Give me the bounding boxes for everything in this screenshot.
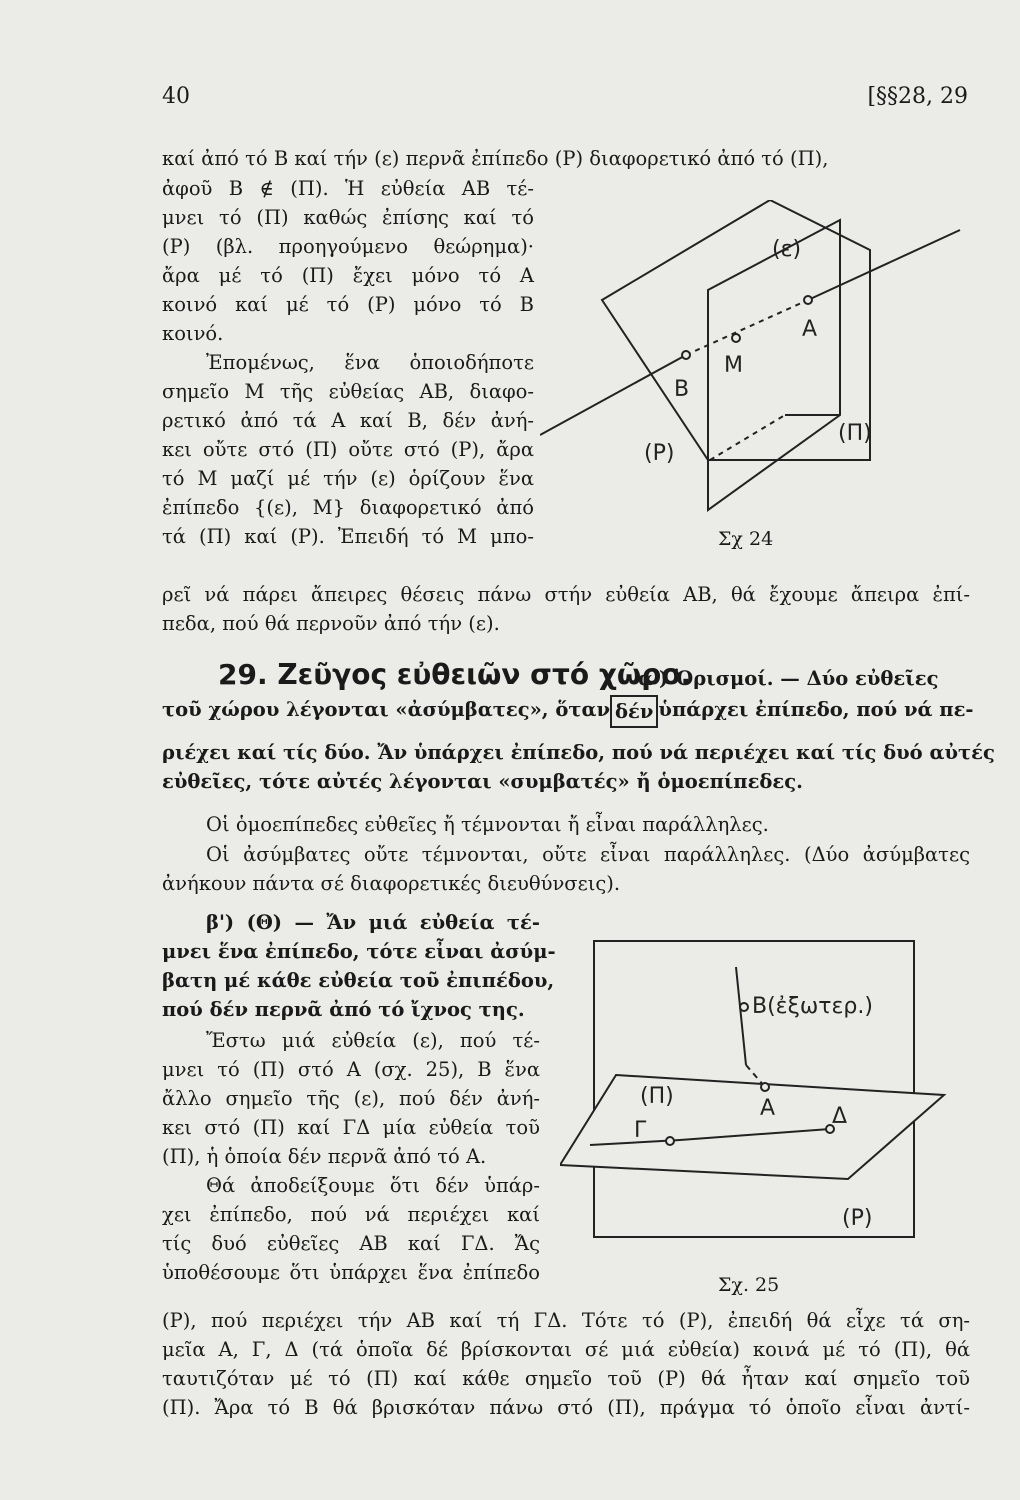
label-m: Μ	[724, 353, 743, 378]
label-pi: (Π)	[640, 1084, 674, 1109]
text-line: ὑποθέσουμε ὅτι ὑπάρχει ἕνα ἐπίπεδο	[162, 1261, 540, 1284]
text-line: τό Μ μαζί μέ τήν (ε) ὁρίζουν ἕνα	[162, 467, 534, 490]
paragraph-skew	[162, 840, 970, 898]
paragraph-coplanar: Οἱ ὁμοεπίπεδες εὐθεῖες ἤ τέμνονται ἤ εἶναι παράλληλες.	[206, 813, 769, 836]
text-line: Ἔστω μιά εὐθεία (ε), πού τέ-	[206, 1029, 540, 1052]
label-epsilon: (ε)	[772, 237, 802, 262]
point-m-marker	[732, 334, 740, 342]
definition-line-2	[162, 695, 974, 728]
text-line: (Π), ἡ ὁποία δέν περνᾶ ἀπό τό Α.	[162, 1145, 487, 1168]
text-line: ἄλλο σημεῖο τῆς (ε), πού δέν ἀνή-	[162, 1087, 540, 1110]
text-fragment: τοῦ χώρου λέγονται «ἀσύμβατες», ὅταν	[162, 698, 611, 721]
text-line: μνει τό (Π) καθώς ἐπίσης καί τό	[162, 206, 534, 229]
line-ab-dashed	[686, 300, 808, 355]
text-line: Οἱ ἀσύμβατες οὔτε τέμνονται, οὔτε εἶναι παράλληλες. (Δύο ἀσύμβατες	[206, 843, 970, 866]
text-line: β') (Θ) — Ἄν μιά εὐθεία τέ-	[206, 911, 540, 934]
text-line: Ἐπομένως, ἕνα ὁποιοδήποτε	[206, 351, 534, 374]
text-line: σημεῖο Μ τῆς εὐθείας ΑΒ, διαφο-	[162, 380, 534, 403]
text-line: κοινό καί μέ τό (Ρ) μόνο τό Β	[162, 293, 534, 316]
text-line: τίς δυό εὐθεῖες ΑΒ καί ΓΔ. Ἄς	[162, 1232, 540, 1255]
text-line: μνει τό (Π) στό Α (σχ. 25), Β ἕνα	[162, 1058, 540, 1081]
text-line: πού δέν περνᾶ ἀπό τό ἴχνος της.	[162, 998, 525, 1021]
text-fragment: ὑπάρχει ἐπίπεδο, πού νά πε-	[658, 698, 974, 721]
definitions-heading: α') Ὁρισμοί. — Δύο εὐθεῖες	[638, 667, 939, 690]
text-line: μνει ἕνα ἐπίπεδο, τότε εἶναι ἀσύμ-	[162, 940, 556, 963]
figure-25-caption: Σχ. 25	[718, 1274, 780, 1296]
text-line: ρεῖ νά πάρει ἄπειρες θέσεις πάνω στήν εὐθεία ΑΒ, θά ἔχουμε ἄπειρα ἐπί-	[162, 583, 970, 606]
label-g: Γ	[634, 1118, 647, 1143]
text-line: ταυτιζόταν μέ τό (Π) καί κάθε σημεῖο τοῦ (Ρ) θά ἦταν καί σημεῖο τοῦ	[162, 1367, 970, 1390]
text-line: εὐθεῖες, τότε αὐτές λέγονται «συμβατές» ἤ ὁμοεπίπεδες.	[162, 770, 803, 793]
line-ab	[736, 967, 746, 1065]
line-epsilon-dashed	[710, 415, 785, 460]
text-line: κει στό (Π) καί ΓΔ μία εὐθεία τοῦ	[162, 1116, 540, 1139]
text-line: (Π). Ἄρα τό Β θά βρισκόταν πάνω στό (Π), πράγμα τό ὁποῖο εἶναι ἀντί-	[162, 1396, 970, 1419]
text-line: κοινό.	[162, 322, 224, 345]
label-a: Α	[802, 317, 818, 342]
point-g-marker	[666, 1137, 674, 1145]
figure-25	[560, 935, 960, 1255]
text-line: ἄρα μέ τό (Π) ἔχει μόνο τό Α	[162, 264, 534, 287]
proof-end-paragraph	[162, 1306, 970, 1422]
theorem-statement	[162, 908, 556, 1024]
plane-pi-quad	[560, 1075, 944, 1179]
figure-24	[540, 200, 980, 520]
text-line: χει ἐπίπεδο, πού νά περιέχει καί	[162, 1203, 540, 1226]
paragraph-end	[162, 580, 970, 638]
text-line: ἀφοῦ Β ∉ (Π). Ἡ εὐθεία ΑΒ τέ-	[162, 177, 534, 200]
text-line: Θά ἀποδείξουμε ὅτι δέν ὑπάρ-	[206, 1174, 540, 1197]
text-line: μεῖα Α, Γ, Δ (τά ὁποῖα δέ βρίσκονται σέ μιά εὐθεία) κοινά μέ τό (Π), θά	[162, 1338, 970, 1361]
proof-paragraph	[162, 1026, 540, 1287]
point-a-marker	[804, 296, 812, 304]
text-line: καί ἀπό τό Β καί τήν (ε) περνᾶ ἐπίπεδο (Ρ) διαφορετικό ἀπό τό (Π),	[162, 147, 829, 170]
label-b: Β	[674, 377, 690, 402]
label-a: Α	[760, 1096, 776, 1121]
paragraph-first-line	[162, 144, 970, 173]
section-reference: [§§28, 29	[867, 84, 968, 109]
label-d: Δ	[832, 1104, 848, 1129]
figure-24-caption: Σχ 24	[718, 528, 774, 550]
label-b: Β(ἐξωτερ.)	[752, 994, 873, 1019]
line-ab-right	[808, 230, 960, 300]
section-29-title: 29. Ζεῦγος εὐθειῶν στό χῶρο.	[218, 658, 692, 691]
text-line: βατη μέ κάθε εὐθεία τοῦ ἐπιπέδου,	[162, 969, 555, 992]
plane-pi-outline	[602, 200, 870, 460]
label-p: (Ρ)	[644, 441, 675, 466]
text-line: (Ρ) (βλ. προηγούμενο θεώρημα)·	[162, 235, 534, 258]
text-line: τά (Π) καί (Ρ). Ἐπειδή τό Μ μπο-	[162, 525, 534, 548]
text-line: ἐπίπεδο {(ε), Μ} διαφορετικό ἀπό	[162, 496, 534, 519]
boxed-word: δέν	[610, 695, 658, 728]
point-b-marker	[740, 1003, 748, 1011]
paragraph-narrow	[162, 174, 534, 551]
point-b-marker	[682, 351, 690, 359]
definition-body	[162, 738, 995, 796]
page-number: 40	[162, 84, 190, 109]
label-p: (Ρ)	[842, 1206, 873, 1231]
text-line: ρετικό ἀπό τά Α καί Β, δέν ἀνή-	[162, 409, 534, 432]
text-line: κει οὔτε στό (Π) οὔτε στό (Ρ), ἄρα	[162, 438, 534, 461]
label-pi: (Π)	[838, 421, 872, 446]
text-line: ἀνήκουν πάντα σέ διαφορετικές διευθύνσεις).	[162, 872, 621, 895]
point-a-marker	[761, 1083, 769, 1091]
text-line: (Ρ), πού περιέχει τήν ΑΒ καί τή ΓΔ. Τότε τό (Ρ), ἐπειδή θά εἶχε τά ση-	[162, 1309, 970, 1332]
text-line: ριέχει καί τίς δύο. Ἄν ὑπάρχει ἐπίπεδο, πού νά περιέχει καί τίς δυό αὐτές	[162, 741, 995, 764]
text-line: πεδα, πού θά περνοῦν ἀπό τήν (ε).	[162, 612, 500, 635]
